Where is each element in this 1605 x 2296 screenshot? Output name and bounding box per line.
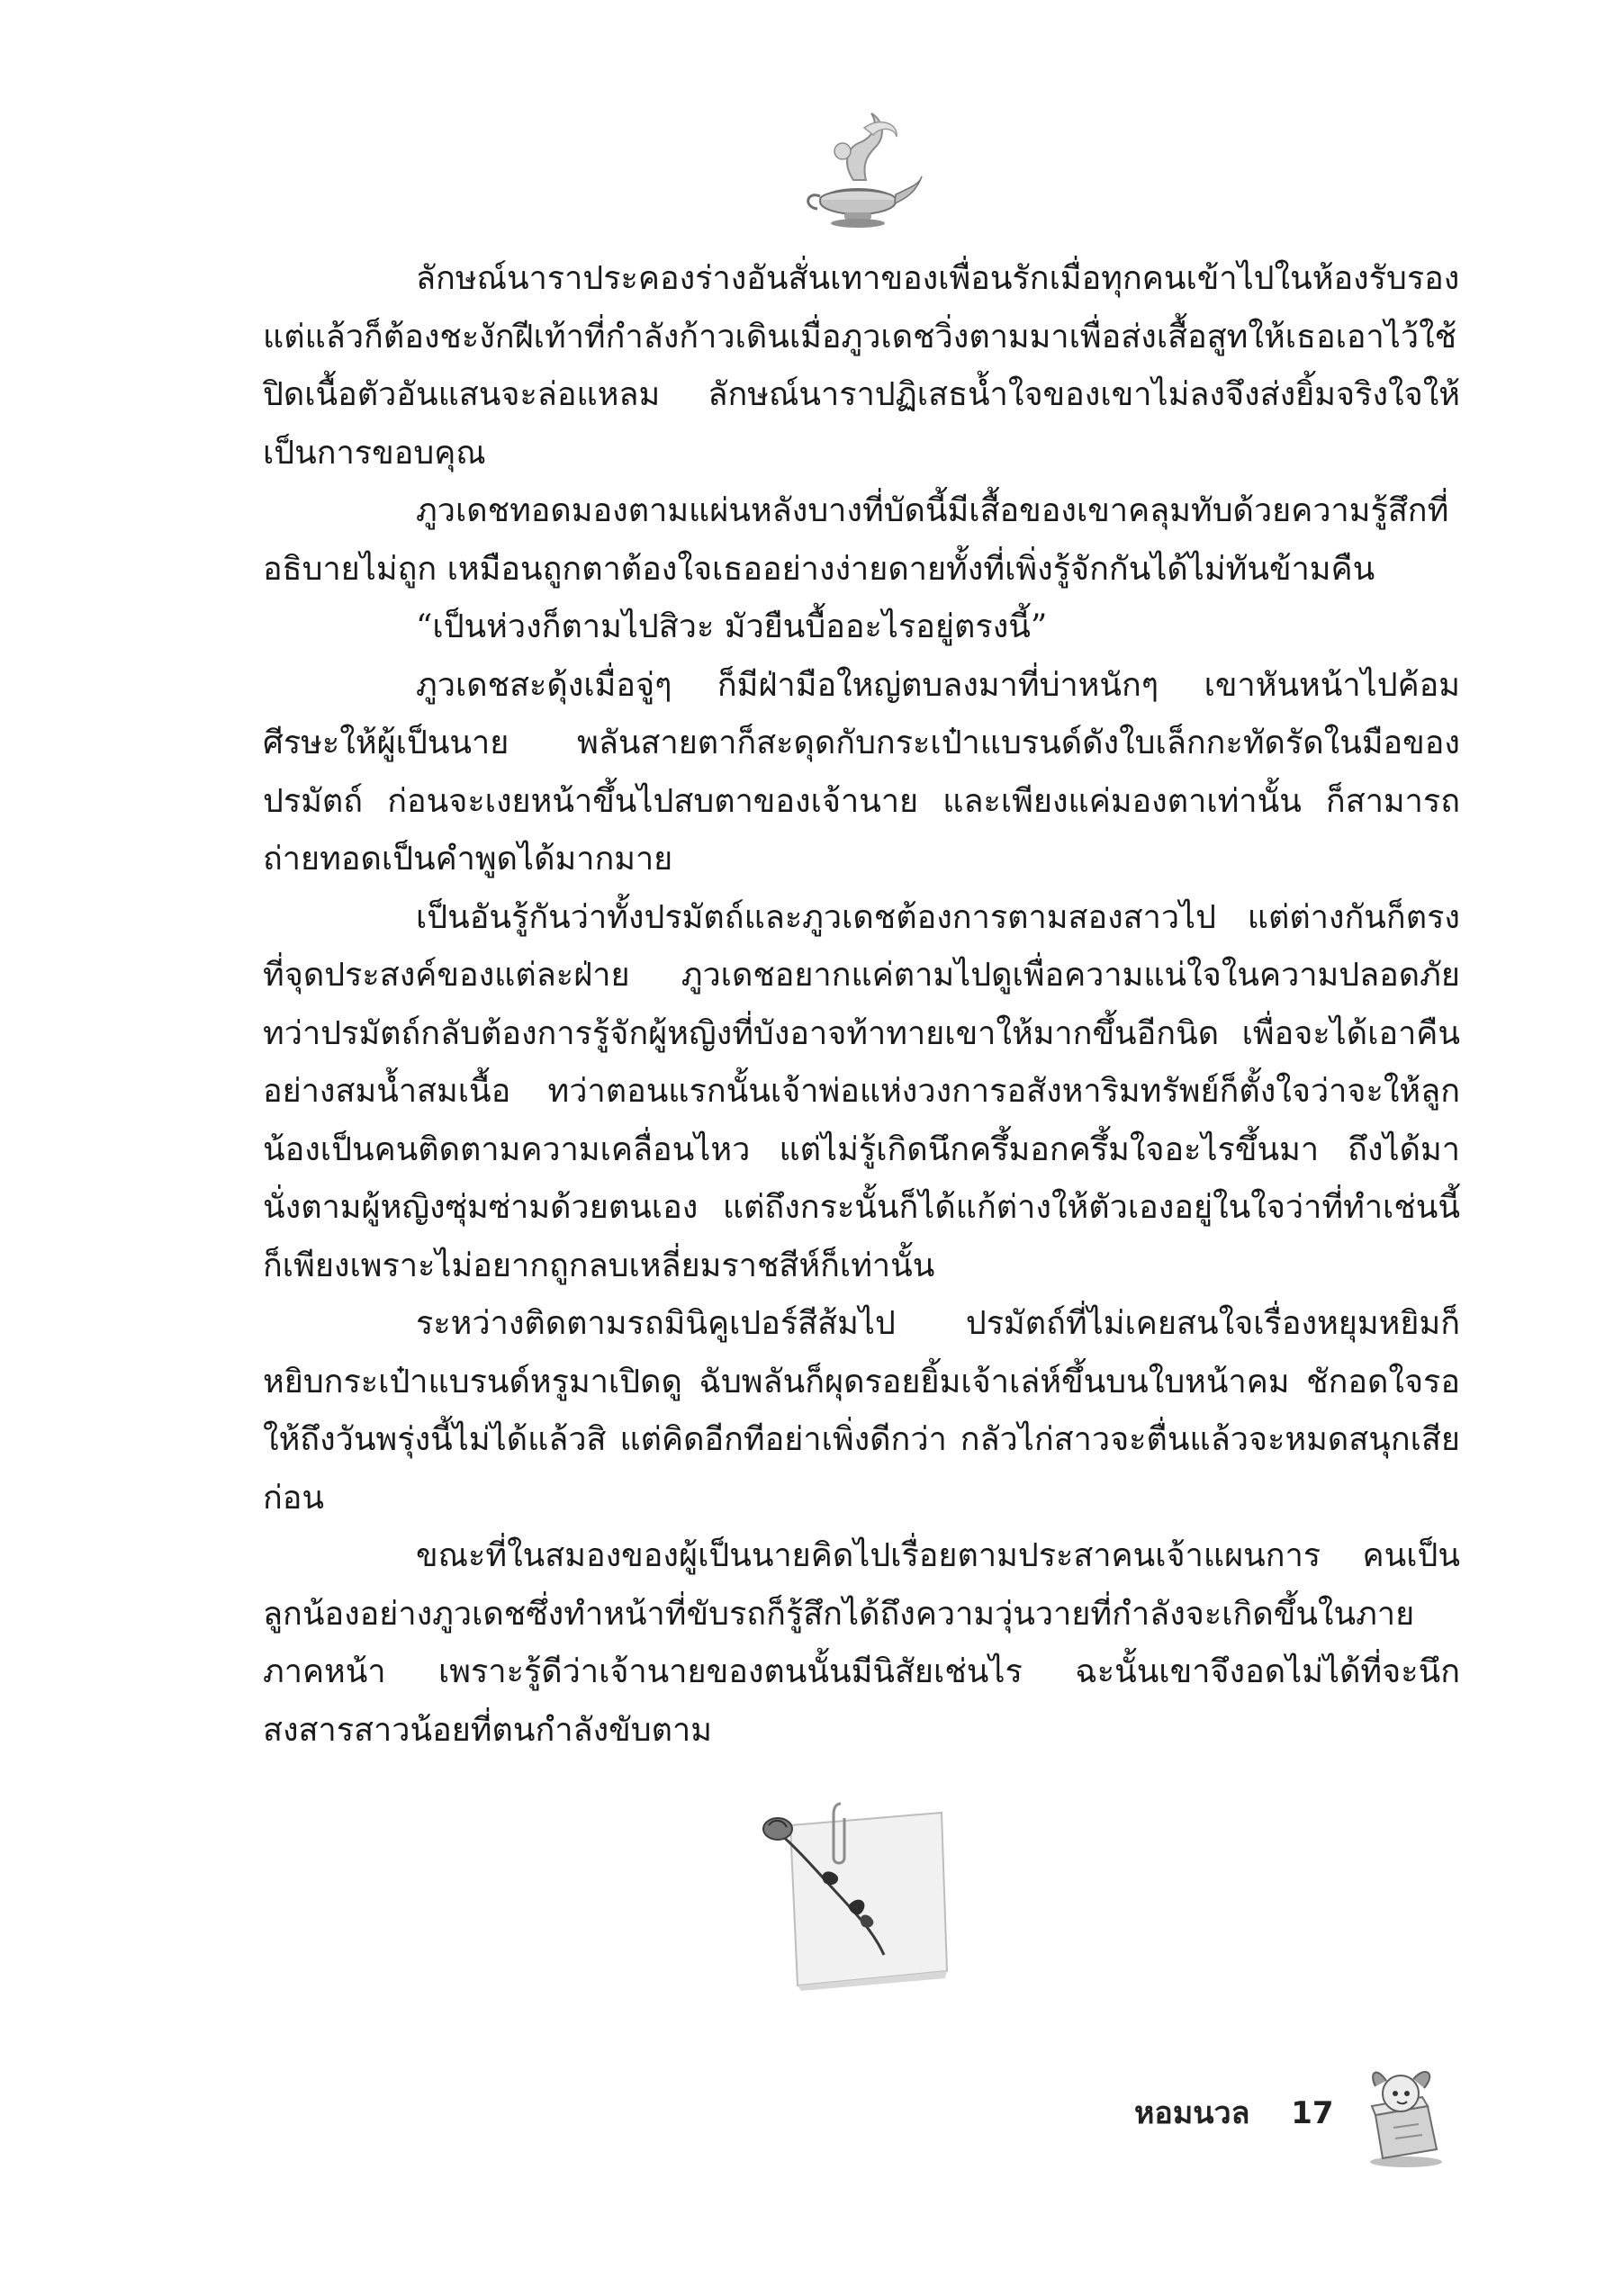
paragraph: ภูวเดชสะดุ้งเมื่อจู่ๆ ก็มีฝ่ามือใหญ่ตบลงมาที่บ่าหนักๆ เขาหันหน้าไปค้อมศีรษะให้ผู้เป็นนาย พลันสายตาก็สะดุดกับกระเป๋าแบรนด์ดังใบเล็กกะทัดรัดในมือของปรมัตถ์ ก่อนจะเงยหน้าขึ้นไปสบตาของเจ้านาย และเพียงแค่มองตาเท่านั้น ก็สามารถถ่ายทอดเป็นคำพูดได้มากมาย — [263, 666, 1460, 878]
body-text — [263, 250, 1460, 1760]
paragraph: เป็นอันรู้กันว่าทั้งปรมัตถ์และภูวเดชต้องการตามสองสาวไป แต่ต่างกันก็ตรงที่จุดประสงค์ของแต่ละฝ่าย ภูวเดชอยากแค่ตามไปดูเพื่อความแน่ใจในความปลอดภัย ทว่าปรมัตถ์กลับต้องการรู้จักผู้หญิงที่บังอาจท้าทายเขาให้มากขึ้นอีกนิด เพื่อจะได้เอาคืนอย่างสมน้ำสมเนื้อ ทว่าตอนแรกนั้นเจ้าพ่อแห่งวงการอสังหาริมทรัพย์ก็ตั้งใจว่าจะให้ลูกน้องเป็นคนติดตามความเคลื่อนไหว แต่ไม่รู้เกิดนึกครึ้มอกครึ้มใจอะไรขึ้นมา ถึงได้มานั่งตามผู้หญิงซุ่มซ่ามด้วยตนเอง แต่ถึงกระนั้นก็ได้แก้ต่างให้ตัวเองอยู่ในใจว่าที่ทำเช่นนี้ก็เพียงเพราะไม่อยากถูกลบเหลี่ยมราชสีห์ก็เท่านั้น — [263, 898, 1460, 1284]
magic-lamp-icon — [790, 101, 925, 236]
paragraph: ภูวเดชทอดมองตามแผ่นหลังบางที่บัดนี้มีเสื้อของเขาคลุมทับด้วยความรู้สึกที่อธิบายไม่ถูก เหมือนถูกตาต้องใจเธออย่างง่ายดายทั้งที่เพิ่งรู้จักกันได้ไม่ทันข้ามคืน — [263, 492, 1449, 588]
paragraph: ระหว่างติดตามรถมินิคูเปอร์สีส้มไป ปรมัตถ์ที่ไม่เคยสนใจเรื่องหยุมหยิมก็หยิบกระเป๋าแบรนด์หรูมาเปิดดู ฉับพลันก็ผุดรอยยิ้มเจ้าเล่ห์ขึ้นบนใบหน้าคม ชักอดใจรอให้ถึงวันพรุ่งนี้ไม่ได้แล้วสิ แต่คิดอีกทีอย่าเพิ่งดีกว่า กลัวไก่สาวจะตื่นแล้วจะหมดสนุกเสียก่อน — [263, 1305, 1460, 1517]
paragraph: ขณะที่ในสมองของผู้เป็นนายคิดไปเรื่อยตามประสาคนเจ้าแผนการ คนเป็นลูกน้องอย่างภูวเดชซึ่งทำหน้าที่ขับรถก็รู้สึกได้ถึงความวุ่นวายที่กำลังจะเกิดขึ้นในภายภาคหน้า เพราะรู้ดีว่าเจ้านายของตนนั้นมีนิสัยเช่นไร ฉะนั้นเขาจึงอดไม่ได้ที่จะนึกสงสารสาวน้อยที่ตนกำลังขับตาม — [263, 1537, 1460, 1749]
page-number: 17 — [1291, 2095, 1334, 2131]
paragraph: ลักษณ์นาราประคองร่างอันสั่นเทาของเพื่อนรักเมื่อทุกคนเข้าไปในห้องรับรอง แต่แล้วก็ต้องชะงักฝีเท้าที่กำลังก้าวเดินเมื่อภูวเดชวิ่งตามมาเพื่อส่งเสื้อสูทให้เธอเอาไว้ใช้ปิดเนื้อตัวอันแสนจะล่อแหลม ลักษณ์นาราปฏิเสธน้ำใจของเขาไม่ลงจึงส่งยิ้มจริงใจให้เป็นการขอบคุณ — [263, 260, 1460, 472]
paragraph: “เป็นห่วงก็ตามไปสิวะ มัวยืนบื้ออะไรอยู่ตรงนี้” — [416, 608, 1048, 645]
mascot-icon — [1350, 2061, 1458, 2169]
book-title: หอมนวล — [1134, 2095, 1250, 2131]
rose-note-icon — [754, 1800, 952, 1994]
page-footer — [1134, 2088, 1334, 2142]
